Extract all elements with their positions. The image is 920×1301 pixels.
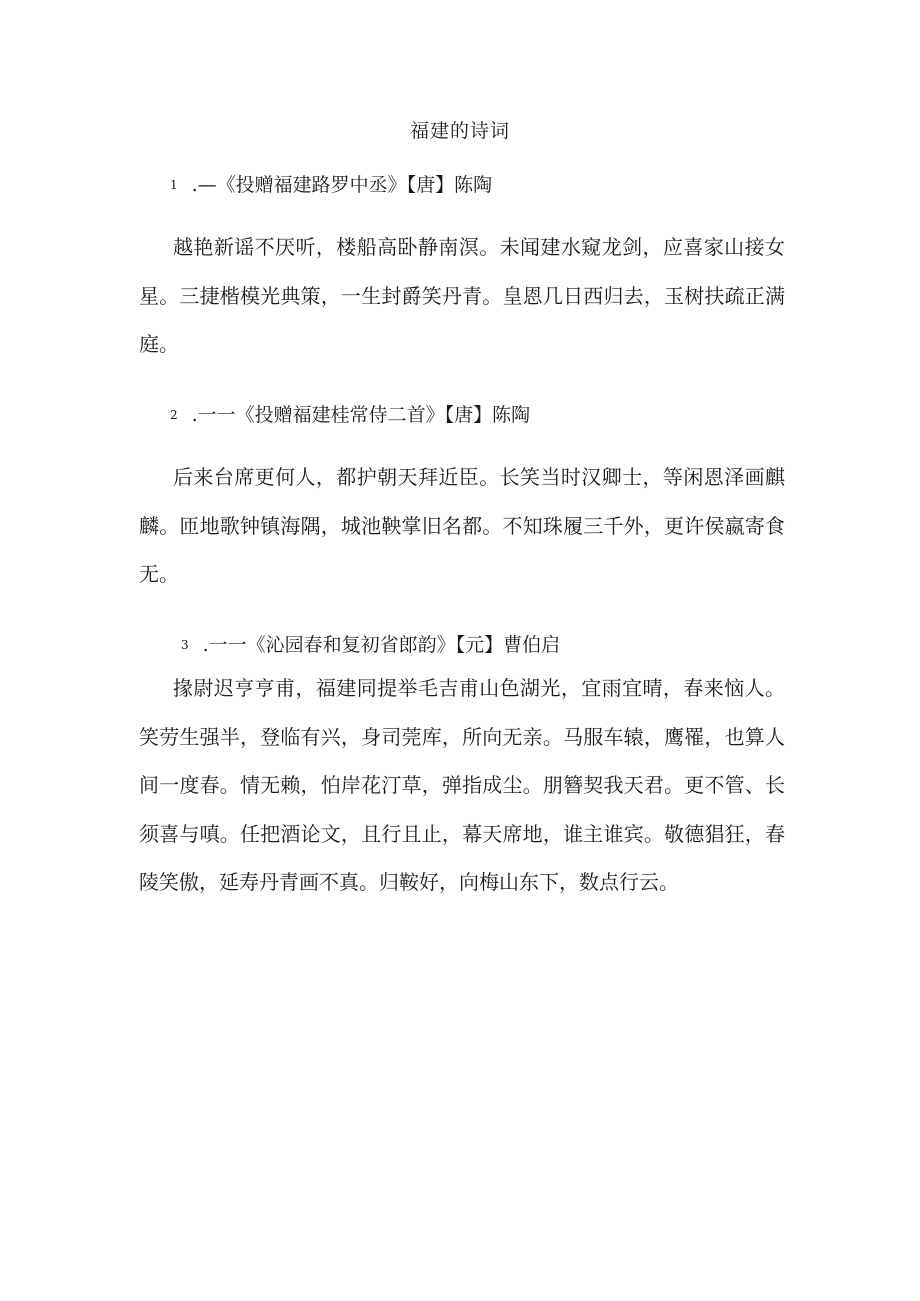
section-3-poem: 掾尉迟亨亨甫，福建同提举毛吉甫山色湖光，宜雨宜晴，春来恼人。笑劳生强半，登临有兴，身司莞库，所向无亲。马服车辕，鹰罹，也算人间一度春。情无赖，怕岸花汀草，弹指成尘。朋簪契我天君。更不管、长须喜与嗔。任把酒论文，且行且止，幕天席地，谁主谁宾。敬德猖狂，春陵笑傲，延寿丹青画不真。归鞍好，向梅山东下，数点行云。 [139, 676, 785, 894]
section-1-poem: 越艳新谣不厌听，楼船高卧静南溟。未闻建水窥龙剑，应喜家山接女星。三捷楷模光典策，一生封爵笑丹青。皇恩几日西归去，玉树扶疏正满庭。 [139, 235, 785, 356]
section-3-heading [181, 630, 560, 657]
section-1-heading-text: .—《投赠福建路罗中丞》【唐】陈陶 [191, 174, 493, 196]
section-1-number: 1 [170, 178, 178, 192]
section-2-poem: 后来台席更何人，都护朝天拜近臣。长笑当时汉卿士，等闲恩泽画麒麟。匝地歌钟镇海隅，城池鞅掌旧名都。不知珠履三千外，更许侯嬴寄食无。 [139, 465, 785, 586]
section-3-number: 3 [181, 638, 189, 652]
section-3-heading-text: .一一《沁园春和复初省郎韵》【元】曹伯启 [202, 634, 561, 656]
document-title: 福建的诗词 [409, 120, 510, 142]
section-2-heading [170, 400, 530, 427]
section-2-heading-text: .一一《投赠福建桂常侍二首》【唐】陈陶 [191, 404, 531, 426]
section-1-heading [170, 170, 492, 197]
section-2-number: 2 [170, 408, 178, 422]
